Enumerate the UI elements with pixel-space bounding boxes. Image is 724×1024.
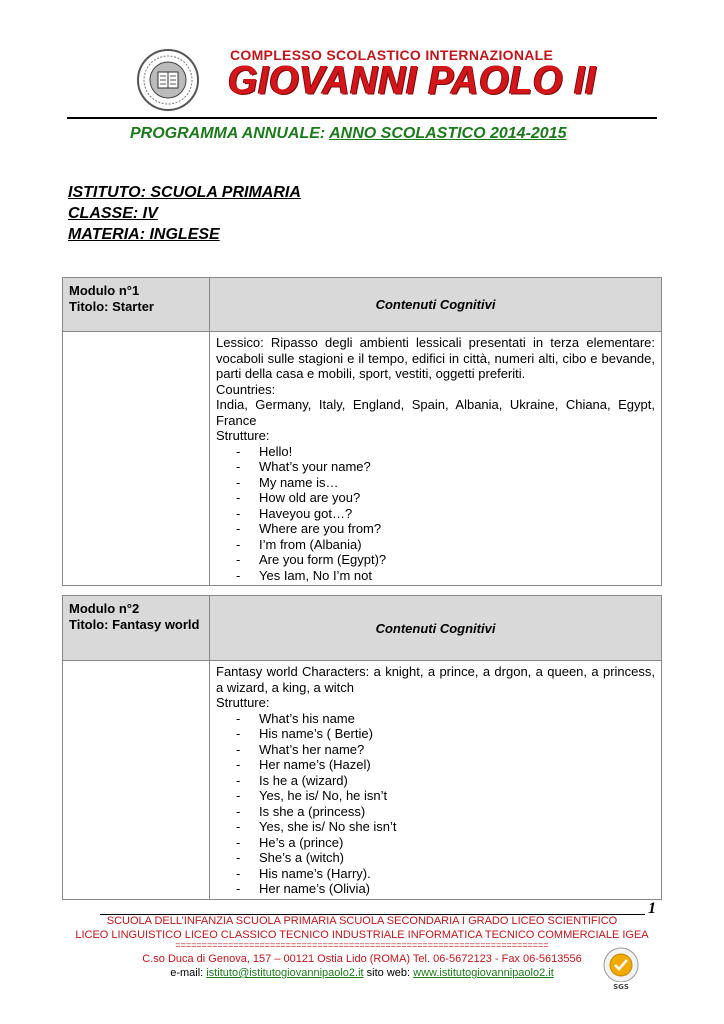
footer-schools-line-1: SCUOLA DELL’INFANZIA SCUOLA PRIMARIA SCUOLA SECONDARIA I GRADO LICEO SCIENTIFICO	[106, 915, 618, 927]
module-1-header-right	[210, 278, 662, 332]
list-item: - He’s a (prince)	[236, 835, 655, 851]
classe-heading: CLASSE: IV	[68, 205, 158, 222]
school-seal-logo	[136, 48, 200, 112]
module-1-number: Modulo n°1	[69, 283, 140, 298]
module-2-table	[62, 595, 662, 900]
footer-address: C.so Duca di Genova, 157 – 00121 Ostia Lido (ROMA) Tel. 06-5672123 - Fax 06-5613556	[142, 953, 582, 965]
materia-heading: MATERIA: INGLESE	[68, 226, 220, 243]
list-item: - Her name’s (Olivia)	[236, 881, 655, 897]
module-2-title: Titolo: Fantasy world	[69, 617, 200, 632]
list-item: - Yes Iam, No I’m not	[236, 568, 655, 584]
website-link[interactable]: www.istitutogiovannipaolo2.it	[413, 967, 554, 979]
program-prefix: PROGRAMMA ANNUALE:	[130, 125, 330, 142]
module-2-strutture-label: Strutture:	[216, 695, 270, 710]
module-2-header-left	[63, 596, 210, 661]
site-label: sito web:	[363, 967, 414, 979]
program-title	[130, 125, 567, 143]
footer-schools-line-2: LICEO LINGUISTICO LICEO CLASSICO TECNICO INDUSTRIALE INFORMATICA TECNICO COMMERCIALE IGEA	[75, 929, 649, 941]
list-item: - His name’s (Harry).	[236, 866, 655, 882]
module-1-title: Titolo: Starter	[69, 299, 154, 314]
school-subtitle: COMPLESSO SCOLASTICO INTERNAZIONALE	[230, 47, 554, 63]
list-item: - Are you form (Egypt)?	[236, 552, 655, 568]
list-item: - What’s your name?	[236, 459, 655, 475]
list-item: - Yes, she is/ No she isn’t	[236, 819, 655, 835]
module-1-strutture-list	[216, 444, 655, 584]
module-2-strutture-list	[216, 711, 655, 897]
module-1-countries: India, Germany, Italy, England, Spain, Albania, Ukraine, Chiana, Egypt, France	[216, 397, 655, 428]
module-1-empty-cell	[63, 332, 210, 586]
sgs-certification-logo	[598, 945, 644, 991]
module-1-content	[210, 332, 662, 586]
list-item: - Is he a (wizard)	[236, 773, 655, 789]
list-item: - Her name’s (Hazel)	[236, 757, 655, 773]
list-item: - My name is…	[236, 475, 655, 491]
module-1-countries-label: Countries:	[216, 381, 276, 397]
module-1-header-left	[63, 278, 210, 332]
module-1-table	[62, 277, 662, 586]
email-label: e-mail:	[170, 967, 207, 979]
list-item: - His name’s ( Bertie)	[236, 726, 655, 742]
module-2-header-right	[210, 596, 662, 661]
istituto-heading: ISTITUTO: SCUOLA PRIMARIA	[68, 184, 301, 201]
list-item: - Where are you from?	[236, 521, 655, 537]
list-item: - Is she a (princess)	[236, 804, 655, 820]
module-1-lessico: Lessico: Ripasso degli ambienti lessicali presentati in terza elementare: vocaboli sulle stagioni e il tempo, edifici in città, numeri alti, cibo e bevande, parti della casa e mobili, sport, vestiti, oggetti preferiti.	[216, 335, 655, 381]
list-item: - She’s a (witch)	[236, 850, 655, 866]
header-divider	[67, 117, 657, 119]
module-2-lessico: Fantasy world Characters: a knight, a prince, a drgon, a queen, a princess, a wizard, a king, a witch	[216, 664, 655, 695]
email-link[interactable]: istituto@istitutogiovannipaolo2.it	[206, 967, 364, 979]
page-number: 1	[648, 900, 656, 917]
module-2-contents-heading: Contenuti Cognitivi	[210, 596, 661, 660]
module-2-content	[210, 661, 662, 900]
footer-separator: =======================================================================	[175, 940, 549, 950]
program-year: ANNO SCOLASTICO 2014-2015	[329, 125, 567, 142]
list-item: - What’s his name	[236, 711, 655, 727]
school-name: GIOVANNI PAOLO II	[228, 58, 597, 104]
module-1-strutture-label: Strutture:	[216, 428, 270, 443]
module-1-contents-heading: Contenuti Cognitivi	[210, 278, 661, 331]
svg-text:SGS: SGS	[613, 983, 629, 991]
list-item: - How old are you?	[236, 490, 655, 506]
list-item: - Yes, he is/ No, he isn’t	[236, 788, 655, 804]
list-item: - What’s her name?	[236, 742, 655, 758]
list-item: - Hello!	[236, 444, 655, 460]
module-2-number: Modulo n°2	[69, 601, 140, 616]
module-2-empty-cell	[63, 661, 210, 900]
list-item: - I’m from (Albania)	[236, 537, 655, 553]
list-item: - Haveyou got…?	[236, 506, 655, 522]
